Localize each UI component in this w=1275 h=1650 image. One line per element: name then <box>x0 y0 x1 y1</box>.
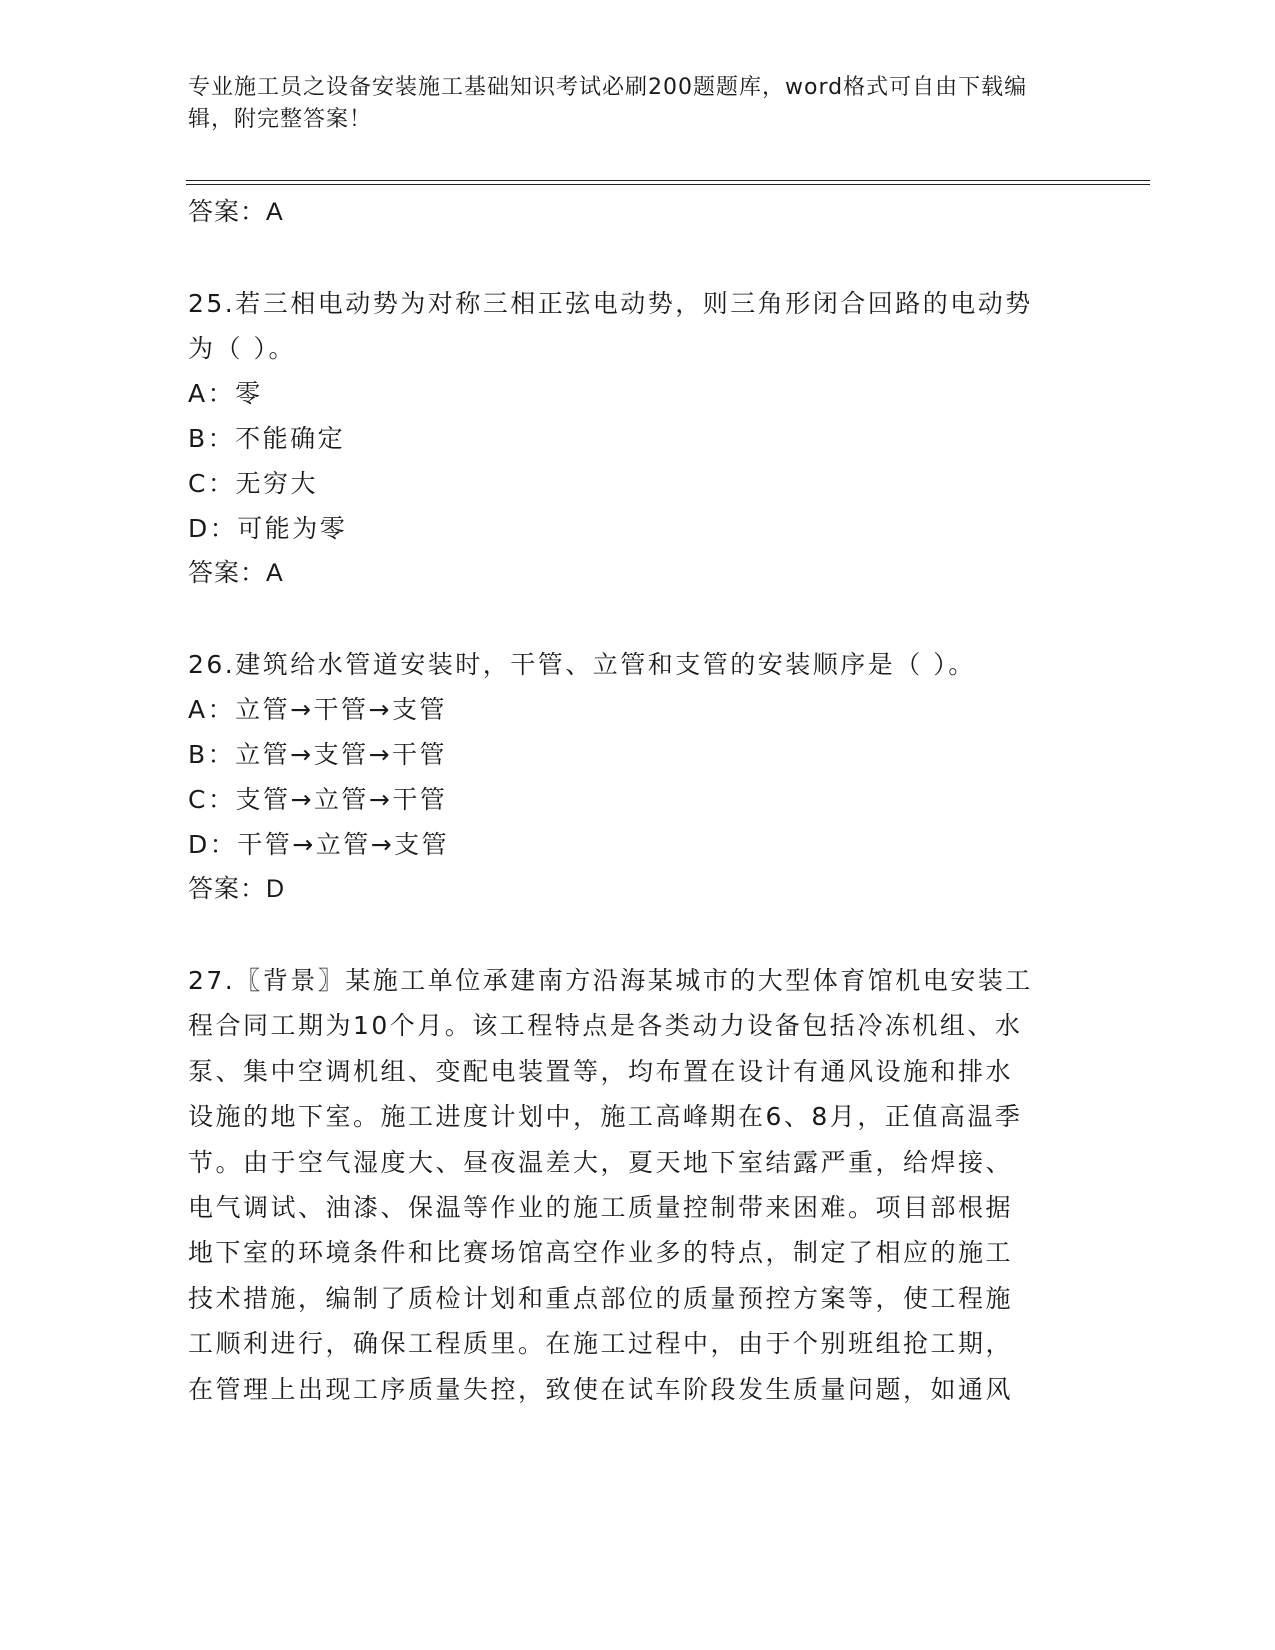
option-d: D：可能为零 <box>188 514 348 543</box>
header-rule-bottom <box>186 184 1150 185</box>
option-c: C：支管→立管→干管 <box>188 785 448 814</box>
option-c: C：无穷大 <box>188 469 318 498</box>
question-text-line: 在管理上出现工序质量失控，致使在试车阶段发生质量问题，如通风 <box>188 1374 1014 1404</box>
question-26 <box>188 642 1068 912</box>
option-b: B：不能确定 <box>188 424 346 453</box>
question-text-line: 25.若三相电动势为对称三相正弦电动势，则三角形闭合回路的电动势 <box>188 289 1033 318</box>
question-text-line: 设施的地下室。施工进度计划中，施工高峰期在6、8月，正值高温季 <box>188 1102 1023 1132</box>
question-text-line: 电气调试、油漆、保温等作业的施工质量控制带来困难。项目部根据 <box>188 1192 1014 1222</box>
question-text-line: 工顺利进行，确保工程质里。在施工过程中，由于个别班组抢工期， <box>188 1329 1014 1359</box>
question-text-line: 地下室的环境条件和比赛场馆高空作业多的特点，制定了相应的施工 <box>188 1238 1014 1268</box>
question-text-line: 程合同工期为10个月。该工程特点是各类动力设备包括冷冻机组、水 <box>188 1011 1023 1041</box>
answer: 答案：D <box>188 875 286 903</box>
question-text-line: 27.〖背景〗某施工单位承建南方沿海某城市的大型体育馆机电安装工 <box>188 966 1033 995</box>
document-body <box>188 190 1068 1412</box>
question-text-line: 技术措施，编制了质检计划和重点部位的质量预控方案等，使工程施 <box>188 1283 1014 1313</box>
answer: 答案：A <box>188 559 284 587</box>
question-25 <box>188 281 1068 596</box>
question-text-line: 泵、集中空调机组、变配电装置等，均布置在设计有通风设施和排水 <box>188 1056 1014 1086</box>
answer-prev: 答案：A <box>188 198 284 226</box>
option-d: D：干管→立管→支管 <box>188 830 450 859</box>
option-a: A：立管→干管→支管 <box>188 695 447 724</box>
option-a: A：零 <box>188 379 263 408</box>
document-header <box>188 72 1068 136</box>
document-title: 专业施工员之设备安装施工基础知识考试必刷200题题库，word格式可自由下载编辑，附完整答案！ <box>188 75 1028 132</box>
question-text-line: 为（ ）。 <box>188 334 296 363</box>
question-text-line: 26.建筑给水管道安装时，干管、立管和支管的安装顺序是（ ）。 <box>188 650 976 679</box>
header-rule-top <box>186 180 1150 181</box>
question-text-line: 节。由于空气湿度大、昼夜温差大，夏天地下室结露严重，给焊接、 <box>188 1147 1014 1177</box>
option-b: B：立管→支管→干管 <box>188 740 448 769</box>
question-27 <box>188 958 1068 1412</box>
